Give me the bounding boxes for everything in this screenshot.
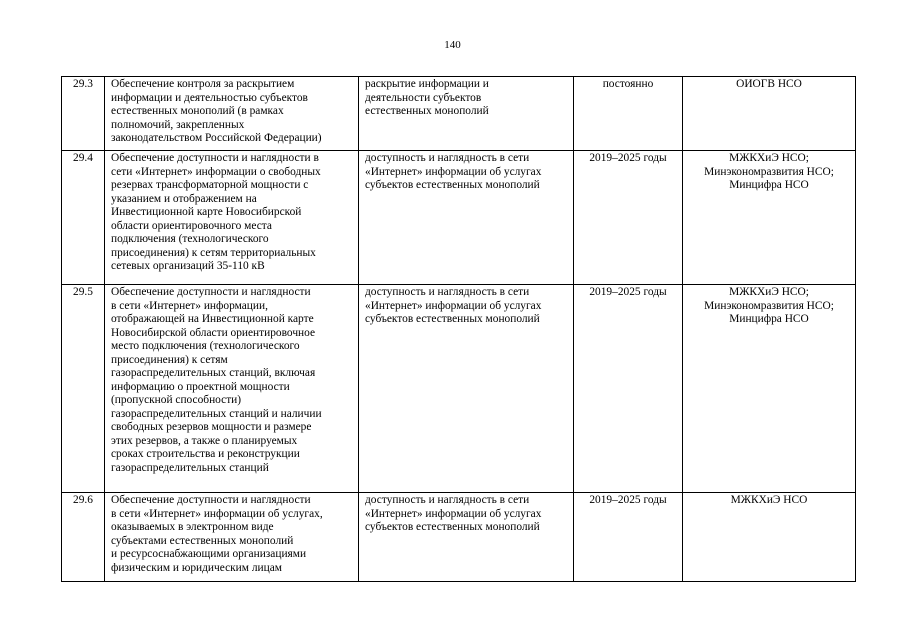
item-deadline: постоянно	[574, 77, 683, 151]
item-deadline: 2019–2025 годы	[574, 285, 683, 493]
item-number: 29.3	[62, 77, 105, 151]
item-result: раскрытие информации и деятельности субъектов естественных монополий	[359, 77, 574, 151]
table-row	[62, 151, 856, 285]
item-result: доступность и наглядность в сети «Интернет» информации об услугах субъектов естественных монополий	[359, 493, 574, 582]
table-row	[62, 285, 856, 493]
item-responsible: МЖКХиЭ НСО	[683, 493, 856, 582]
item-deadline: 2019–2025 годы	[574, 151, 683, 285]
item-description: Обеспечение доступности и наглядности в сети «Интернет» информации о свободных резервах трансформаторной мощности с указанием и отображением на Инвестиционной карте Новосибирской области ориентировочного места подключения (технологического присоединения) к сетям территориальных сетевых организаций 35-110 кВ	[105, 151, 359, 285]
item-number: 29.6	[62, 493, 105, 582]
page-number: 140	[444, 39, 461, 51]
item-number: 29.5	[62, 285, 105, 493]
item-number: 29.4	[62, 151, 105, 285]
item-description: Обеспечение доступности и наглядности в сети «Интернет» информации, отображающей на Инвестиционной карте Новосибирской области ориентировочное место подключения (технологического присоединения) к сетям газораспределительных станций, включая информацию о проектной мощности (пропускной способности) газораспределительных станций и наличии свободных резервов мощности и размере этих резервов, а также о планируемых сроках строительства и реконструкции газораспределительных станций	[105, 285, 359, 493]
table-row	[62, 493, 856, 582]
plan-table	[61, 76, 856, 582]
item-responsible: МЖКХиЭ НСО; Минэкономразвития НСО; Минцифра НСО	[683, 151, 856, 285]
item-responsible: МЖКХиЭ НСО; Минэкономразвития НСО; Минцифра НСО	[683, 285, 856, 493]
item-result: доступность и наглядность в сети «Интернет» информации об услугах субъектов естественных монополий	[359, 151, 574, 285]
item-description: Обеспечение доступности и наглядности в сети «Интернет» информации об услугах, оказываемых в электронном виде субъектами естественных монополий и ресурсоснабжающими организациями физическим и юридическим лицам	[105, 493, 359, 582]
item-deadline: 2019–2025 годы	[574, 493, 683, 582]
item-description: Обеспечение контроля за раскрытием информации и деятельностью субъектов естественных монополий (в рамках полномочий, закрепленных законодательством Российской Федерации)	[105, 77, 359, 151]
item-responsible: ОИОГВ НСО	[683, 77, 856, 151]
table-row	[62, 77, 856, 151]
item-result: доступность и наглядность в сети «Интернет» информации об услугах субъектов естественных монополий	[359, 285, 574, 493]
